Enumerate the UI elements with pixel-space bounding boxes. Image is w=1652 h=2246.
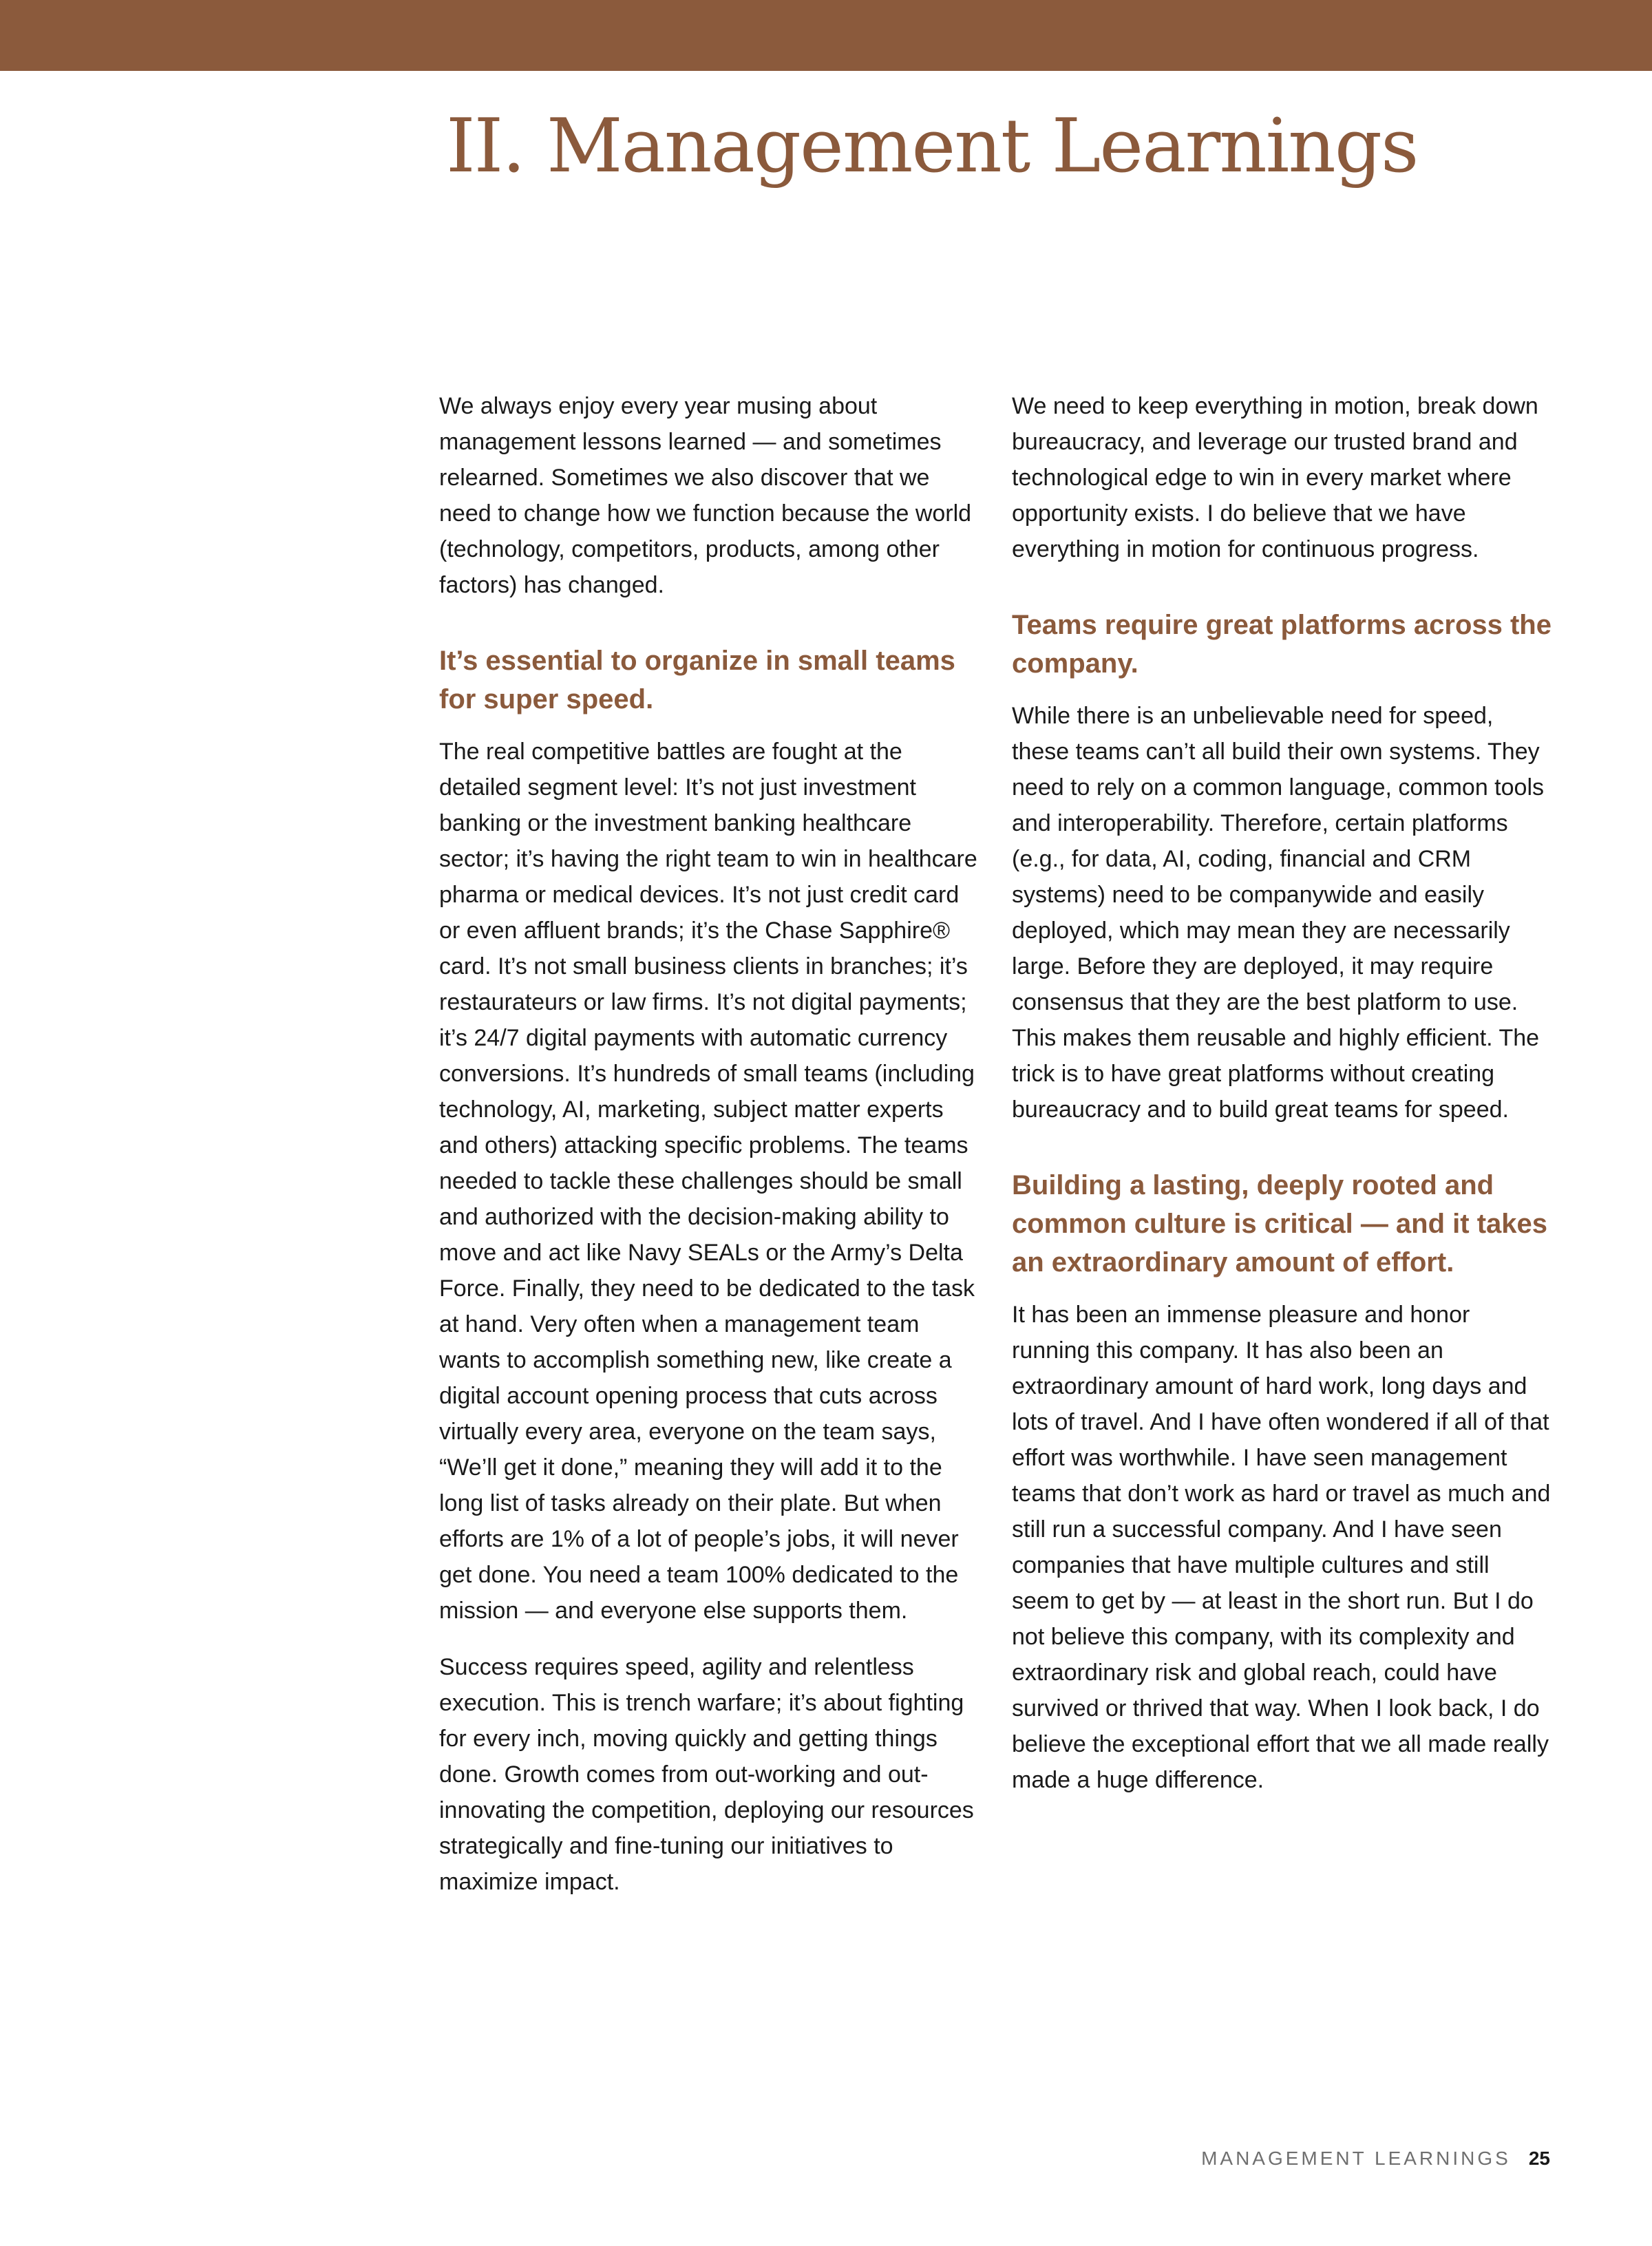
motion-paragraph: We need to keep everything in motion, break down bureaucracy, and leverage our trusted brand and technological edge to win in every market where opportunity exists. I do believe that we have everything in motion for continuous progress. bbox=[1012, 393, 1538, 562]
section-heading-culture: Building a lasting, deeply rooted and common culture is critical — and it takes an extraordinary amount of effort. bbox=[1012, 1170, 1548, 1278]
header-color-band bbox=[0, 0, 1652, 71]
success-paragraph: Success requires speed, agility and relentless execution. This is trench warfare; it’s about fighting for every inch, moving quickly and getting things done. Growth comes from out-working and out-innovating the competition, deploying our resources strategically and fine-tuning our initiatives to maximize impact. bbox=[439, 1654, 974, 1895]
page-footer bbox=[1201, 2146, 1550, 2171]
intro-paragraph: We always enjoy every year musing about management lessons learned — and sometimes relearned. Sometimes we also discover that we need to change how we function because the world (technology, competitors, products, among other factors) has changed. bbox=[439, 393, 972, 598]
platforms-paragraph: While there is an unbelievable need for speed, these teams can’t all build their own systems. They need to rely on a common language, common tools and interoperability. Therefore, certain platforms (e.g., for data, AI, coding, financial and CRM systems) need to be companywide and easily deployed, which may mean they are necessarily large. Before they are deployed, it may require consensus that they are the best platform to use. This makes them reusable and highly efficient. The trick is to have great platforms without creating bureaucracy and to build great teams for speed. bbox=[1012, 703, 1545, 1123]
footer-section-label: MANAGEMENT LEARNINGS bbox=[1201, 2148, 1511, 2169]
section-heading-small-teams: It’s essential to organize in small teams for super speed. bbox=[439, 646, 955, 714]
small-teams-paragraph: The real competitive battles are fought at the detailed segment level: It’s not just investment banking or the investment banking healthcare sector; it’s having the right team to win in healthcare pharma or medical devices. It’s not just credit card or even affluent brands; it’s the Chase Sapphire® card. It’s not small business clients in branches; it’s restaurateurs or law firms. It’s not digital payments; it’s 24/7 digital payments with automatic currency conversions. It’s hundreds of small teams (including technology, AI, marketing, subject matter experts and others) attacking specific problems. The teams needed to tackle these challenges should be small and authorized with the decision-making ability to move and act like Navy SEALs or the Army’s Delta Force. Finally, they need to be dedicated to the task at hand. Very often when a management team wants to accomplish something new, like create a digital account opening process that cuts across virtually every area, everyone on the team says, “We’ll get it done,” meaning they will add it to the long list of tasks already on their plate. But when efforts are 1% of a lot of people’s jobs, it will never get done. You need a team 100% dedicated to the mission — and everyone else supports them. bbox=[439, 739, 977, 1624]
culture-paragraph: It has been an immense pleasure and honor running this company. It has also been an extraordinary amount of hard work, long days and lots of travel. And I have often wondered if all of that effort was worthwhile. I have seen management teams that don’t work as hard or travel as much and still run a successful company. And I have seen companies that have multiple cultures and still seem to get by — at least in the short run. But I do not believe this company, with its complexity and extraordinary risk and global reach, could have survived or thrived that way. When I look back, I do believe the exceptional effort that we all made really made a huge difference. bbox=[1012, 1302, 1551, 1793]
section-heading-platforms: Teams require great platforms across the company. bbox=[1012, 610, 1552, 679]
page-title: II. Management Learnings bbox=[446, 103, 1418, 189]
page-number: 25 bbox=[1528, 2148, 1550, 2169]
right-column bbox=[1012, 388, 1552, 1819]
left-column bbox=[439, 388, 979, 1920]
